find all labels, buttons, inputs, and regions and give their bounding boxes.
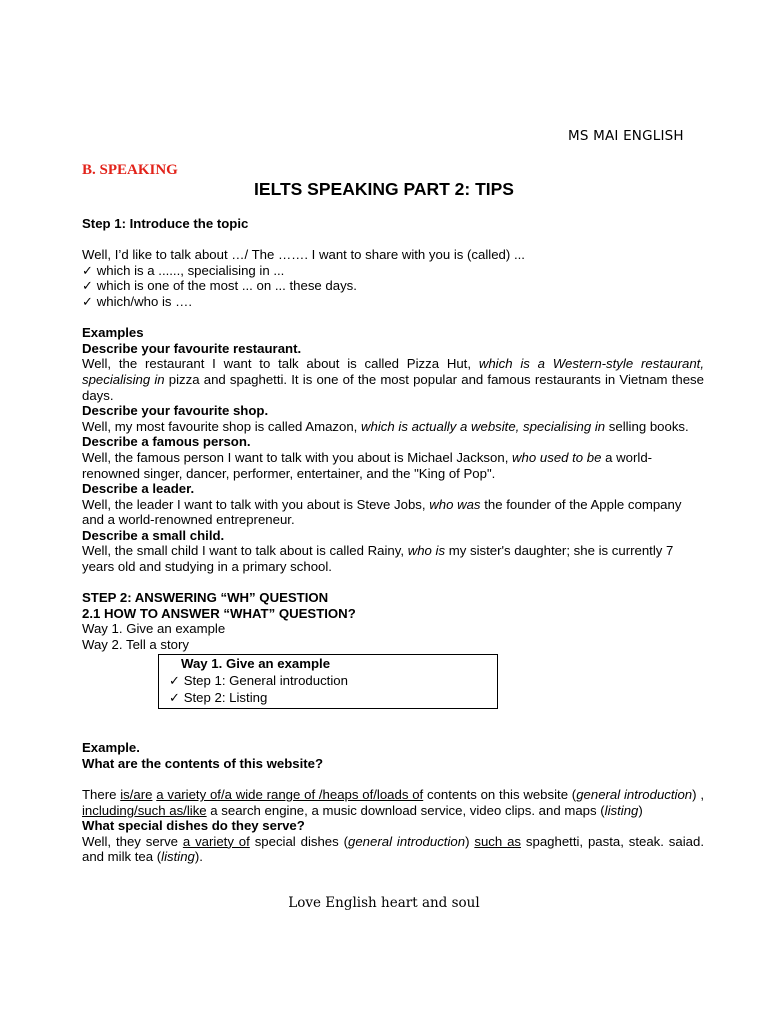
example-answer-leader: Well, the leader I want to talk with you about is Steve Jobs, who was the founder of the Apple company and a world-renowned entrepreneur.	[82, 496, 682, 528]
step1-line: ✓ which is one of the most ... on ... these days.	[82, 278, 357, 294]
section-label: B. SPEAKING	[82, 162, 178, 178]
example2-answer-2: Well, they serve a variety of special dishes (general introduction) such as spaghetti, pasta, steak. saiad. and milk tea (listing).	[82, 833, 705, 865]
way1-box-step2: ✓ Step 2: Listing	[169, 689, 268, 705]
example-prompt-child: Describe a small child.	[82, 527, 225, 543]
step2-subheading: 2.1 HOW TO ANSWER “WHAT” QUESTION?	[82, 605, 356, 621]
example-prompt-person: Describe a famous person.	[82, 434, 251, 450]
example2-heading: Example.	[82, 740, 140, 756]
step1-line: Well, I’d like to talk about …/ The ……. I want to share with you is (called) ...	[82, 247, 525, 263]
example-prompt-leader: Describe a leader.	[82, 481, 195, 497]
step2-heading: STEP 2: ANSWERING “WH” QUESTION	[82, 590, 329, 606]
example-answer-person: Well, the famous person I want to talk with you about is Michael Jackson, who used to be a world-renowned singer, dancer, performer, entertainer, and the "King of Pop".	[82, 449, 653, 481]
page-title: IELTS SPEAKING PART 2: TIPS	[254, 179, 514, 199]
example-prompt-restaurant: Describe your favourite restaurant.	[82, 340, 302, 356]
document-body	[82, 216, 704, 865]
example-answer-restaurant: Well, the restaurant I want to talk about is called Pizza Hut, which is a Western-style restaurant, specialising in pizza and spaghetti. It is one of the most popular and famous restaurants in Vietnam these days.	[82, 356, 705, 403]
example-prompt-shop: Describe your favourite shop.	[82, 403, 269, 419]
example2-question-1: What are the contents of this website?	[82, 755, 324, 771]
brand-header: MS MAI ENGLISH	[568, 128, 684, 144]
example2-answer-1: There is/are a variety of/a wide range of /heaps of/loads of contents on this website (general introduction) , including/such as/like a search engine, a music download service, video clips. and maps (listing)	[82, 787, 704, 818]
examples-heading: Examples	[82, 325, 144, 341]
example-answer-shop: Well, my most favourite shop is called Amazon, which is actually a website, specialising in selling books.	[82, 418, 689, 434]
way-1-label: Way 1. Give an example	[82, 621, 226, 637]
way1-box	[158, 654, 498, 709]
step1-heading: Step 1: Introduce the topic	[82, 216, 249, 231]
step1-line: ✓ which is a ......, specialising in ...	[82, 262, 285, 278]
footer-motto: Love English heart and soul	[288, 895, 480, 911]
example-answer-child: Well, the small child I want to talk about is called Rainy, who is my sister's daughter; she is currently 7 years old and studying in a primary school.	[82, 543, 674, 575]
step1-line: ✓ which/who is ….	[82, 293, 192, 309]
way1-box-title: Way 1. Give an example	[181, 655, 331, 671]
example2-question-2: What special dishes do they serve?	[82, 818, 305, 834]
way1-box-step1: ✓ Step 1: General introduction	[169, 672, 348, 688]
way-2-label: Way 2. Tell a story	[82, 637, 189, 653]
